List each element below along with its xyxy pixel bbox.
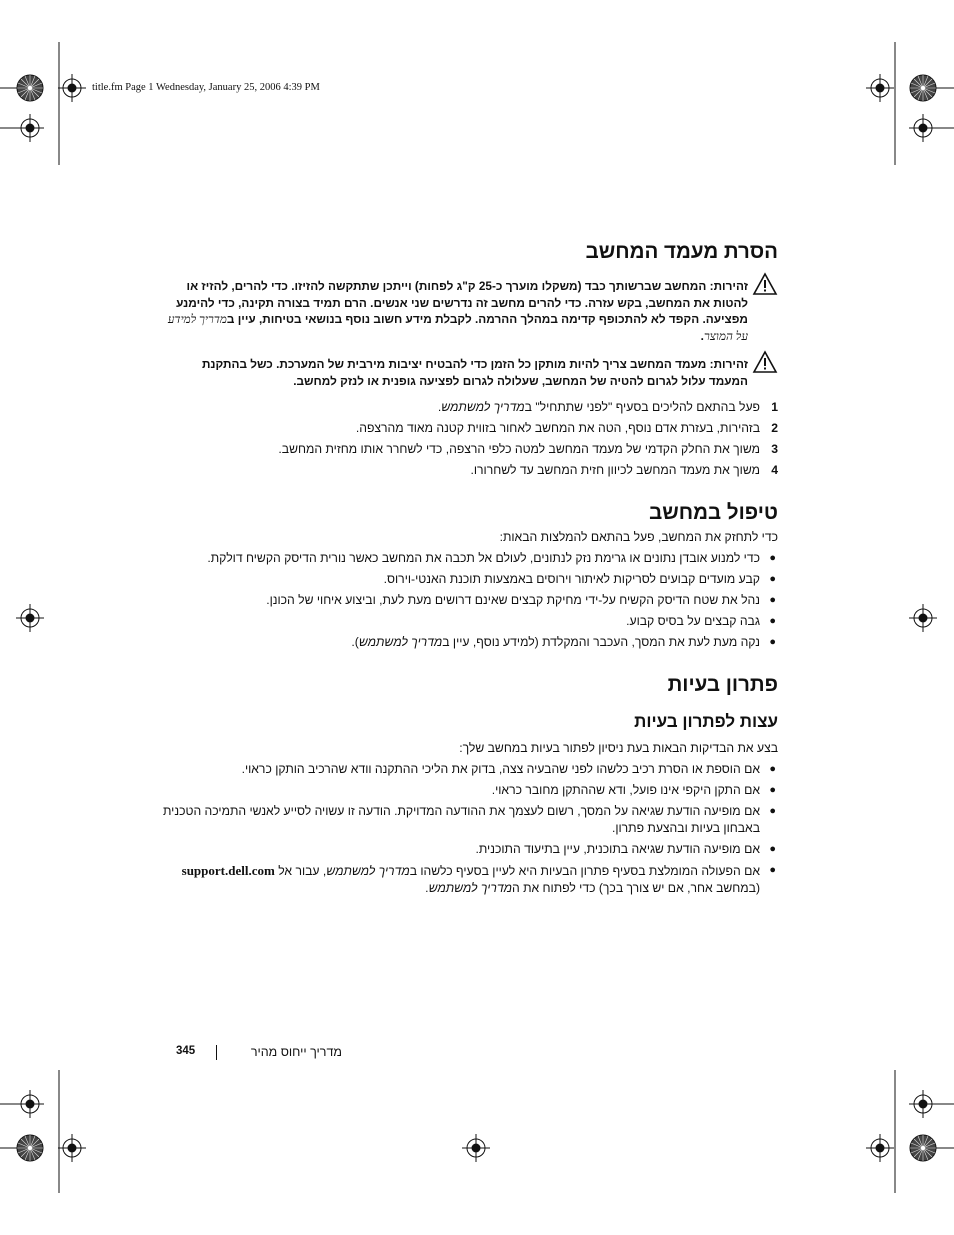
- print-stamp: title.fm Page 1 Wednesday, January 25, 2006 4:39 PM: [92, 82, 320, 93]
- list-item-text: כדי למנוע אובדן נתונים או גרימת נזק לנתונים, לעולם אל תכבה את המחשב כאשר נורית הדיסק הקשיח דולקת.: [207, 551, 760, 565]
- step-text: משוך את החלק הקדמי של מעמד המחשב למטה כלפי הרצפה, כדי לשחרר אותו מחזית המחשב.: [278, 442, 760, 456]
- list-item-text: נהל את שטח הדיסק הקשיח על-ידי מחיקת קבצים שאינם דרושים מעת לעת, וביצוע איחוי של הכונן.: [266, 593, 760, 607]
- list-item-text: גבה קבצים על בסיס קבוע.: [626, 614, 760, 628]
- maintenance-list: [160, 550, 778, 651]
- warning-triangle-icon: [752, 350, 778, 374]
- list-item: [160, 782, 778, 799]
- bullet-icon: ●: [769, 615, 776, 627]
- step-text: בזהירות, בעזרת אדם נוסף, הטה את המחשב לאחור בזווית קטנה מאוד מהרצפה.: [355, 421, 760, 435]
- list-item: [160, 592, 778, 609]
- list-item-end: .: [425, 881, 429, 895]
- caution-guide-ref: מדריך למידע על המוצר: [167, 312, 748, 343]
- section-remove-stand: [160, 240, 778, 479]
- step-number: 1: [771, 400, 778, 414]
- caution-label: זהירות:: [709, 357, 748, 371]
- page-number: 345: [176, 1045, 196, 1057]
- step-number: 4: [771, 463, 778, 477]
- list-item: [160, 841, 778, 858]
- page-footer: [176, 1045, 342, 1063]
- list-item: [160, 550, 778, 567]
- bullet-icon: ●: [769, 843, 776, 855]
- bullet-icon: ●: [769, 784, 776, 796]
- list-item-guide-ref: מדריך למשתמש: [358, 635, 443, 649]
- step-text: פעל בהתאם להליכים בסעיף "לפני שתתחיל" ב: [524, 400, 760, 414]
- list-item-text: אם הפעולה המומלצת בסעיף פתרון הבעיות היא לעיין בסעיף כלשהו ב: [409, 864, 760, 878]
- list-item-text: (במחשב אחר, אם יש צורך בכך) כדי לפתוח את ה: [511, 881, 760, 895]
- list-item: [160, 803, 778, 837]
- list-item: [160, 571, 778, 588]
- bullet-icon: ●: [769, 552, 776, 564]
- list-item-text: אם מופיעה הודעת שגיאה בתוכנית, עיין בתיעוד התוכנית.: [475, 842, 760, 856]
- section-title-troubleshooting: פתרון בעיות: [667, 673, 778, 696]
- section-maintenance: [160, 501, 778, 651]
- maintenance-intro: כדי לתחזק את המחשב, פעל בהתאם להמלצות הבאות:: [499, 530, 778, 544]
- bullet-icon: ●: [769, 763, 776, 775]
- list-item-guide-ref: מדריך למשתמש: [326, 864, 410, 878]
- document-body: [160, 240, 778, 901]
- section-title-remove-stand: הסרת מעמד המחשב: [585, 240, 778, 263]
- list-item-text: אם מופיעה הודעת שגיאה על המסך, רשום לעצמך את ההודעה המדויקת. הודעה זו עשויה לסייע לאנשי התמיכה הטכנית באבחון בעיות ובהצעת פתרון.: [163, 804, 760, 835]
- list-item: [160, 613, 778, 630]
- caution-notice: [160, 356, 778, 389]
- footer-divider: [216, 1045, 217, 1060]
- section-troubleshooting: [160, 673, 778, 897]
- list-item-text: אם התקן היקפי אינו פועל, ודא שההתקן מחובר כראוי.: [491, 783, 760, 797]
- step-number: 2: [771, 421, 778, 435]
- caution-text: המחשב שברשותך כבד (משקלו מוערך כ-25 ק"ג לפחות) וייתכן שתתקשה להזיזו. כדי להרים, להזיז או להטות את המחשב, בקש עזרה. כדי להרים מחשב זה נדרשים שני אנשים. הרם תמיד בצורה תקינה, כדי להימנע מפציעה. הקפד לא להתכופף קדימה במהלך ההרמה. לקבלת מידע חשוב נוסף בנושאי בטיחות, עיין ב: [176, 279, 748, 326]
- troubleshooting-list: [160, 761, 778, 897]
- bullet-icon: ●: [769, 594, 776, 606]
- bullet-icon: ●: [769, 573, 776, 585]
- warning-triangle-icon: [752, 272, 778, 296]
- troubleshooting-intro: בצע את הבדיקות הבאות בעת ניסיון לפתור בעיות במחשב שלך:: [459, 741, 778, 755]
- bullet-icon: ●: [769, 864, 776, 876]
- list-item: [160, 761, 778, 778]
- step-text: משוך את מעמד המחשב לכיוון חזית המחשב עד לשחרורו.: [470, 463, 760, 477]
- step-item: [160, 462, 778, 479]
- step-item: [160, 399, 778, 416]
- support-link[interactable]: support.dell.com: [181, 863, 275, 878]
- list-item-end: ).: [351, 635, 359, 649]
- list-item: [160, 634, 778, 651]
- list-item-text: , עבור אל: [274, 864, 327, 878]
- steps-list: [160, 399, 778, 479]
- footer-title: מדריך ייחוס מהיר: [250, 1045, 342, 1059]
- list-item-guide-ref: מדריך למשתמש: [428, 881, 512, 895]
- caution-end: .: [700, 328, 704, 343]
- step-item: [160, 441, 778, 458]
- list-item: [160, 862, 778, 897]
- list-item-text: אם הוספת או הסרת רכיב כלשהו לפני שהבעיה צצה, בדוק את הליכי ההתקנה וודא שהרכיב הותקן כראוי.: [241, 762, 760, 776]
- subsection-title-tips: עצות לפתרון בעיות: [634, 712, 778, 731]
- list-item-text: קבע מועדים קבועים לסריקות לאיתור וירוסים באמצעות תוכנת האנטי-וירוס.: [383, 572, 760, 586]
- list-item-text: נקה מעת לעת את המסך, העכבר והמקלדת (למידע נוסף, עיין ב: [442, 635, 760, 649]
- caution-label: זהירות:: [709, 279, 748, 293]
- step-number: 3: [771, 442, 778, 456]
- caution-text: מעמד המחשב צריך להיות מותקן כל הזמן כדי להבטיח יציבות מירבית של המערכת. כשל בהתקנת המעמד עלול לגרום להטיה של המחשב, שעלולה לגרום לפציעה גופנית או לנזק למחשב.: [201, 357, 748, 388]
- caution-notice: [160, 278, 778, 344]
- step-guide-ref: מדריך למשתמש: [441, 400, 525, 414]
- step-item: [160, 420, 778, 437]
- bullet-icon: ●: [769, 805, 776, 817]
- section-title-maintenance: טיפול במחשב: [649, 501, 778, 524]
- step-end: .: [437, 400, 442, 414]
- bullet-icon: ●: [769, 636, 776, 648]
